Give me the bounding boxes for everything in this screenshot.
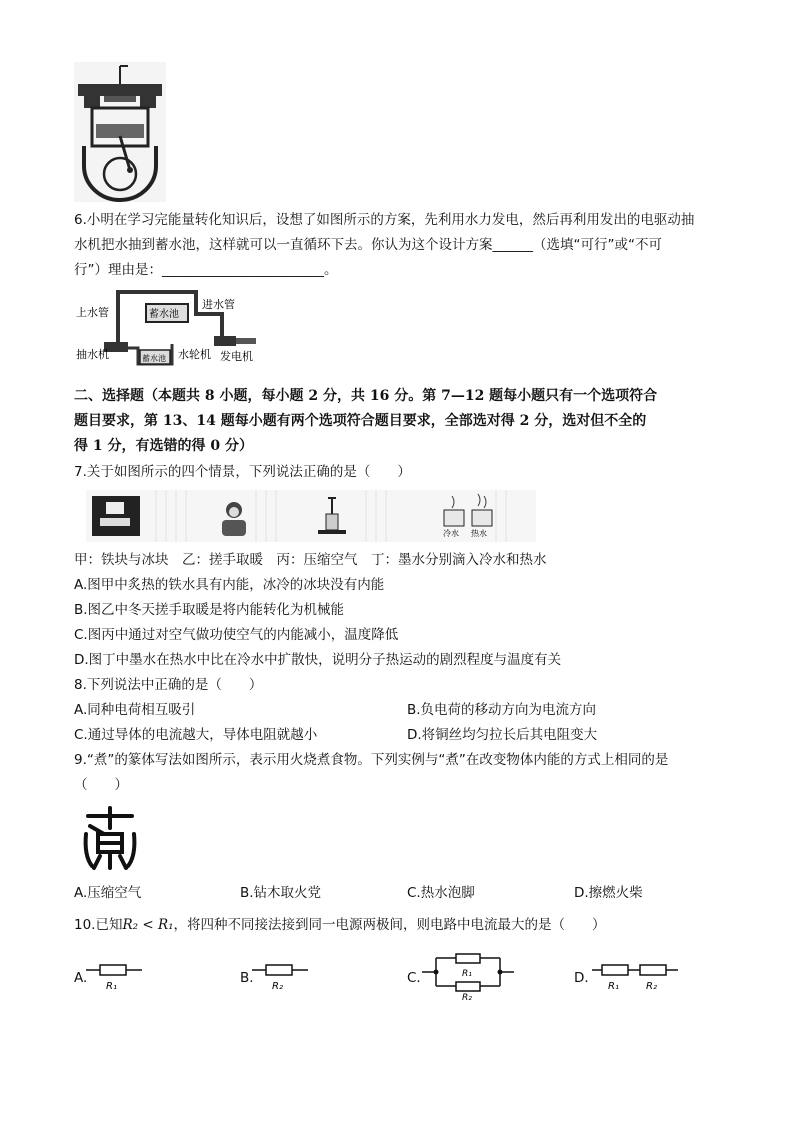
resistor-r2-label: R₂ (462, 993, 472, 1000)
water-cycle-diagram (74, 284, 264, 370)
q8-option-b: B.负电荷的移动方向为电流方向 (407, 702, 597, 718)
q7-stem: 7.关于如图所示的四个情景，下列说法正确的是（ ） (74, 464, 411, 480)
q10-stem-post: ，将四种不同接法接到同一电源两极间，则电路中电流最大的是（ ） (173, 917, 606, 933)
q6-text-line-1: 6.小明在学习完能量转化知识后，设想了如图所示的方案，先利用水力发电，然后再利用发出的电驱动抽 (74, 212, 695, 228)
q7-caption: 甲：铁块与冰块 乙：搓手取暖 丙：压缩空气 丁：墨水分别滴入冷水和热水 (74, 552, 547, 568)
resistor-r2-label: R₂ (646, 981, 657, 992)
fig-label-pump: 抽水机 (76, 348, 109, 361)
resistor-r2-label: R₂ (272, 981, 283, 992)
q8-option-a: A.同种电荷相互吸引 (74, 702, 196, 718)
q7-fig-label-cold: 冷水 (443, 529, 459, 538)
q10-option-d-label: D. (574, 970, 589, 986)
seal-script-zhu-figure (80, 804, 140, 874)
q10-option-a-label: A. (74, 970, 88, 986)
q7-fig-label-hot: 热水 (471, 529, 487, 538)
resistor-r1-label: R₁ (608, 981, 619, 992)
q10-circuit-c-parallel (422, 952, 514, 1000)
section-2-heading-line-1: 二、选择题（本题共 8 小题，每小题 2 分，共 16 分。第 7—12 题每小题只有一个选项符合 (74, 388, 658, 404)
q8-stem: 8.下列说法中正确的是（ ） (74, 677, 263, 693)
q9-stem-line-2: （ ） (74, 777, 128, 793)
q10-stem-math: R₂ < R₁ (122, 917, 174, 933)
q9-option-b: B.钻木取火党 (240, 885, 322, 901)
q10-circuit-a (86, 958, 142, 992)
section-2-heading-line-3: 得 1 分，有选错的得 0 分） (74, 438, 253, 454)
q10-stem-pre: 10.已知 (74, 917, 123, 933)
fig-label-reservoir-bottom: 蓄水池 (142, 354, 166, 363)
q8-option-c: C.通过导体的电流越大，导体电阻就越小 (74, 727, 318, 743)
fig-label-generator: 发电机 (220, 350, 253, 363)
q7-option-d: D.图丁中墨水在热水中比在冷水中扩散快，说明分子热运动的剧烈程度与温度有关 (74, 652, 562, 668)
fig-label-turbine: 水轮机 (178, 348, 211, 361)
q6-text-line-3: 行”）理由是：________________________。 (74, 262, 338, 278)
q9-option-a: A.压缩空气 (74, 885, 142, 901)
q7-four-scenes-figure (86, 490, 536, 542)
q10-stem (74, 915, 606, 935)
q6-text-line-2: 水机把水抽到蓄水池，这样就可以一直循环下去。你认为这个设计方案______（选填“可行”或“不可 (74, 237, 662, 253)
fig-label-upper-pipe: 上水管 (76, 306, 109, 319)
q10-circuit-b (252, 958, 308, 992)
q10-option-b-label: B. (240, 970, 254, 986)
q9-option-c: C.热水泡脚 (407, 885, 475, 901)
q7-option-b: B.图乙中冬天搓手取暖是将内能转化为机械能 (74, 602, 345, 618)
fig-label-inlet-pipe: 进水管 (202, 298, 235, 311)
section-2-heading-line-2: 题目要求，第 13、14 题每小题有两个选项符合题目要求，全部选对得 2 分，选对但不全的 (74, 413, 647, 429)
q9-option-d: D.擦燃火柴 (574, 885, 643, 901)
resistor-r1-label: R₁ (106, 981, 117, 992)
resistor-r1-label: R₁ (462, 969, 472, 979)
q10-option-c-label: C. (407, 970, 421, 986)
q7-option-c: C.图丙中通过对空气做功使空气的内能减小，温度降低 (74, 627, 399, 643)
engine-cylinder-figure (74, 62, 166, 202)
q10-circuit-d-series (592, 958, 678, 992)
fig-label-reservoir-top: 蓄水池 (149, 309, 179, 320)
q7-option-a: A.图甲中炙热的铁水具有内能，冰冷的冰块没有内能 (74, 577, 385, 593)
q8-option-d: D.将铜丝均匀拉长后其电阻变大 (407, 727, 598, 743)
q9-stem-line-1: 9.“煮”的篆体写法如图所示，表示用火烧煮食物。下列实例与“煮”在改变物体内能的方式上相同的是 (74, 752, 669, 768)
